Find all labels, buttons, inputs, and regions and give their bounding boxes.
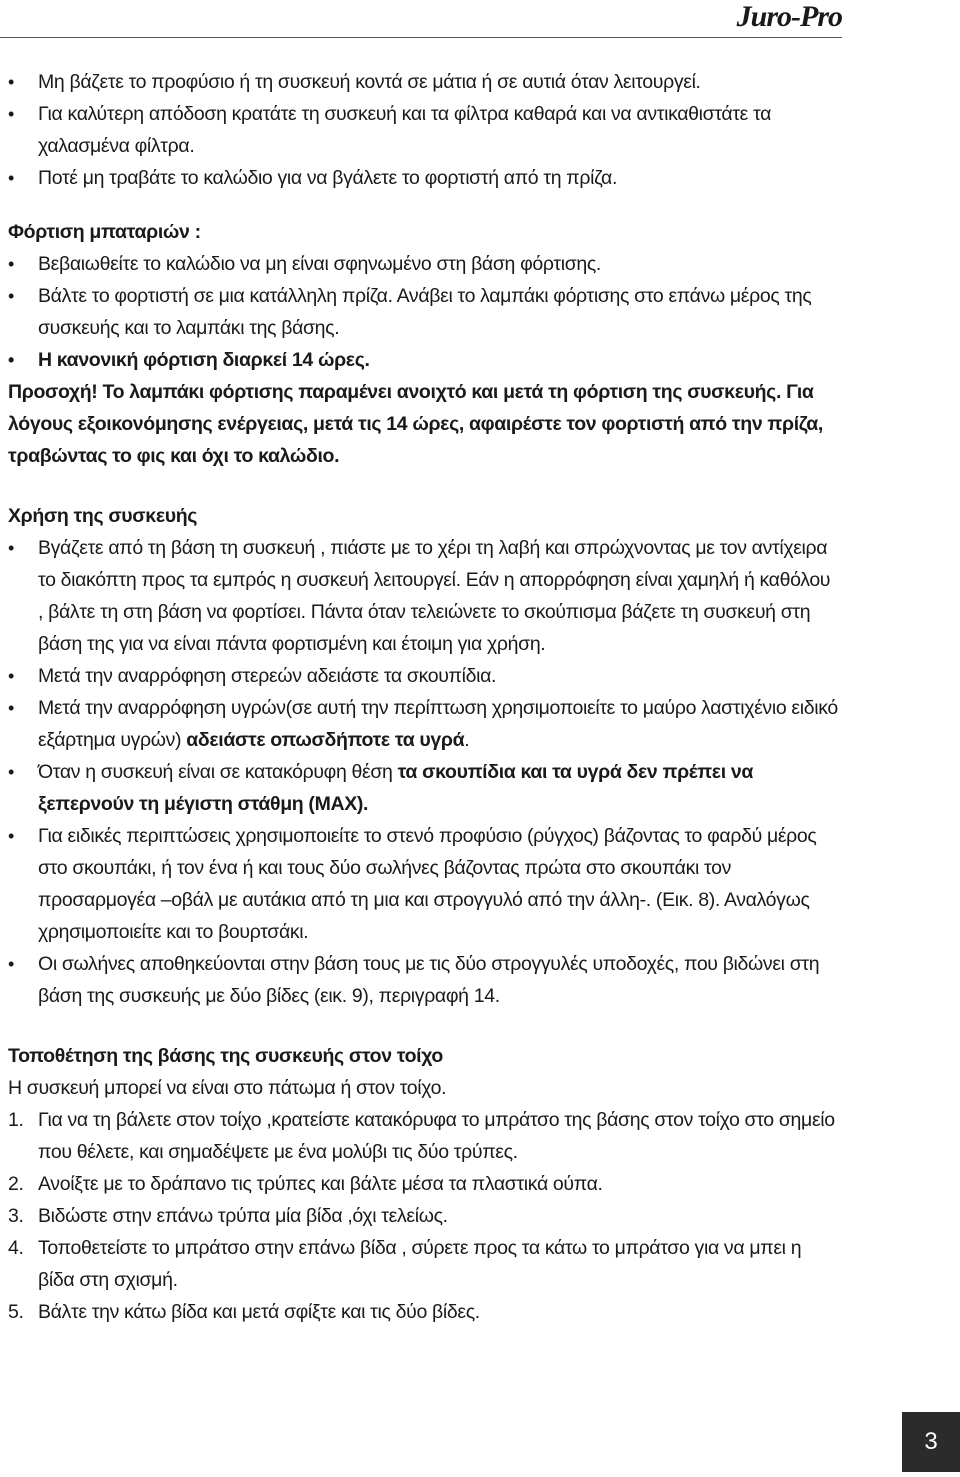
step-number: 5.	[8, 1301, 24, 1323]
usage-item	[8, 756, 838, 820]
wall-step	[8, 1168, 838, 1200]
step-text: Τοποθετείστε το μπράτσο στην επάνω βίδα , σύρετε προς τα κάτω το μπράτσο για να μπει η βίδα στη σχισμή.	[38, 1237, 802, 1291]
usage-emphasis: τα σκουπίδια και τα υγρά δεν πρέπει να ξεπερνούν τη μέγιστη στάθμη (MAX).	[38, 761, 753, 815]
usage-item: • Οι σωλήνες αποθηκεύονται στην βάση τους με τις δύο στρογγυλές υποδοχές, που βιδώνει στη βάση της συσκευής με δύο βίδες (εικ. 9), περιγραφή 14.	[8, 948, 838, 1012]
charging-list	[8, 248, 838, 376]
usage-item: • Βγάζετε από τη βάση τη συσκευή , πιάστε με το χέρι τη λαβή και σπρώχνοντας με τον αντίχειρα το διακόπτη προς τα εμπρός η συσκευή λειτουργεί. Εάν η απορρόφηση είναι χαμηλή ή καθόλου , βάλτε τη στη βάση να φορτίσει. Πάντα όταν τελειώνετε το σκούπισμα βάζετε τη συσκευή στη βάση της για να είναι πάντα φορτισμένη και έτοιμη για χρήση.	[8, 532, 838, 660]
header-rule	[0, 37, 842, 38]
wall-steps	[8, 1104, 838, 1328]
step-text: Βάλτε την κάτω βίδα και μετά σφίξτε και τις δύο βίδες.	[38, 1301, 480, 1323]
step-number: 2.	[8, 1173, 24, 1195]
charging-heading: Φόρτιση μπαταριών :	[8, 221, 201, 243]
charging-item: • Η κανονική φόρτιση διαρκεί 14 ώρες.	[8, 344, 838, 376]
page-content	[8, 66, 838, 1328]
wall-step	[8, 1104, 838, 1168]
wall-step	[8, 1296, 838, 1328]
step-number: 1.	[8, 1109, 24, 1131]
safety-item: • Για καλύτερη απόδοση κρατάτε τη συσκευή και τα φίλτρα καθαρά και να αντικαθιστάτε τα χαλασμένα φίλτρα.	[8, 98, 838, 162]
brand-logo: Juro-Pro	[736, 0, 842, 33]
safety-item: • Ποτέ μη τραβάτε το καλώδιο για να βγάλετε το φορτιστή από τη πρίζα.	[8, 162, 838, 194]
step-text: Ανοίξτε με το δράπανο τις τρύπες και βάλτε μέσα τα πλαστικά ούπα.	[38, 1173, 603, 1195]
wall-step	[8, 1232, 838, 1296]
usage-item	[8, 692, 838, 756]
step-number: 3.	[8, 1205, 24, 1227]
page-number: 3	[902, 1412, 960, 1472]
usage-text: Μετά την αναρρόφηση υγρών(σε αυτή την περίπτωση χρησιμοποιείτε το μαύρο λαστιχένιο ειδικό εξάρτημα υγρών)	[38, 697, 838, 751]
usage-text: .	[464, 729, 470, 751]
wall-step	[8, 1200, 838, 1232]
wall-intro: Η συσκευή μπορεί να είναι στο πάτωμα ή στον τοίχο.	[8, 1077, 447, 1099]
usage-list	[8, 532, 838, 1012]
charging-item: • Βάλτε το φορτιστή σε μια κατάλληλη πρίζα. Ανάβει το λαμπάκι φόρτισης στο επάνω μέρος της συσκευής και το λαμπάκι της βάσης.	[8, 280, 838, 344]
usage-text: Όταν η συσκευή είναι σε κατακόρυφη θέση	[38, 761, 398, 783]
step-number: 4.	[8, 1237, 24, 1259]
safety-item: • Μη βάζετε το προφύσιο ή τη συσκευή κοντά σε μάτια ή σε αυτιά όταν λειτουργεί.	[8, 66, 838, 98]
safety-list	[8, 66, 838, 194]
wall-heading: Τοποθέτηση της βάσης της συσκευής στον τοίχο	[8, 1045, 443, 1067]
usage-item: • Μετά την αναρρόφηση στερεών αδειάστε τα σκουπίδια.	[8, 660, 838, 692]
step-text: Βιδώστε στην επάνω τρύπα μία βίδα ,όχι τελείως.	[38, 1205, 448, 1227]
step-text: Για να τη βάλετε στον τοίχο ,κρατείστε κατακόρυφα το μπράτσο της βάσης στον τοίχο στο σημείο που θέλετε, και σημαδέψετε με ένα μολύβι τις δύο τρύπες.	[38, 1109, 835, 1163]
charging-item: • Βεβαιωθείτε το καλώδιο να μη είναι σφηνωμένο στη βάση φόρτισης.	[8, 248, 838, 280]
usage-item: • Για ειδικές περιπτώσεις χρησιμοποιείτε το στενό προφύσιο (ρύγχος) βάζοντας το φαρδύ μέρος στο σκουπάκι, ή τον ένα ή και τους δύο σωλήνες βάζοντας πρώτα στο σκουπάκι τον προσαρμογέα –οβάλ με αυτάκια από τη μια και στρογγυλό από την άλλη-. (Εικ. 8). Αναλόγως χρησιμοποιείτε και το βουρτσάκι.	[8, 820, 838, 948]
usage-heading: Χρήση της συσκευής	[8, 505, 198, 527]
usage-emphasis: αδειάστε οπωσδήποτε τα υγρά	[186, 729, 465, 751]
charging-warning: Προσοχή! Το λαμπάκι φόρτισης παραμένει ανοιχτό και μετά τη φόρτιση της συσκευής. Για λόγους εξοικονόμησης ενέργειας, μετά τις 14 ώρες, αφαιρέστε τον φορτιστή από την πρίζα, τραβώντας το φις και όχι το καλώδιο.	[8, 381, 824, 467]
